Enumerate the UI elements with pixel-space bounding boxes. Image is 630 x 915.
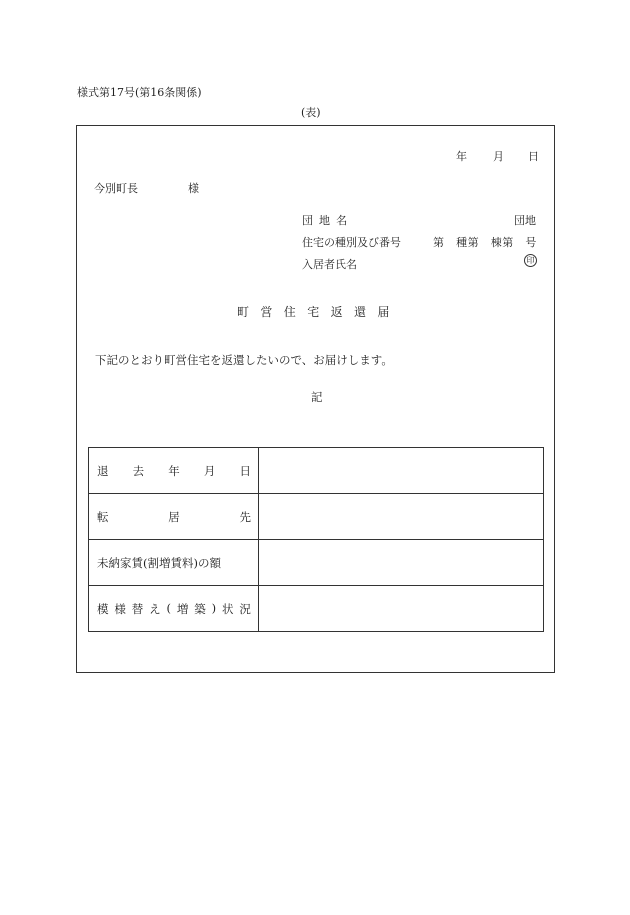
label-char: ) xyxy=(211,600,217,615)
table-row xyxy=(89,540,544,586)
label-char: 居 xyxy=(168,509,180,524)
label-char: 去 xyxy=(132,463,145,478)
body-text: 下記のとおり町営住宅を返還したいので、お届けします。 xyxy=(95,353,393,367)
label-char: ( xyxy=(166,600,171,615)
label-char: 増 xyxy=(176,601,189,616)
addressee-name: 今別町長 xyxy=(94,182,138,195)
label-char: 況 xyxy=(239,601,251,616)
unpaid-rent-label xyxy=(89,540,259,586)
date-year-label: 年 xyxy=(456,150,467,163)
label-char: 年 xyxy=(168,463,180,478)
resident-name-label: 入居者氏名 xyxy=(302,258,357,271)
move-out-date-label xyxy=(89,448,259,494)
housing-type-format: 第 種第 棟第 号 xyxy=(433,236,537,249)
move-out-date-value xyxy=(259,448,544,494)
unpaid-rent-value xyxy=(259,540,544,586)
ki-heading: 記 xyxy=(311,390,323,404)
table-row xyxy=(89,494,544,540)
danchi-name-label: 団地名 xyxy=(302,214,354,227)
date-month-label: 月 xyxy=(493,150,504,163)
label-char: 退 xyxy=(97,463,109,478)
table-row xyxy=(89,448,544,494)
side-label: (表) xyxy=(301,106,321,119)
new-address-label xyxy=(89,494,259,540)
form-number: 様式第17号(第16条関係) xyxy=(77,86,202,99)
seal-icon: 印 xyxy=(524,254,537,267)
addressee-suffix: 様 xyxy=(188,182,199,195)
label-char: 転 xyxy=(97,509,109,524)
label-char: 月 xyxy=(203,463,216,478)
label-char: 替 xyxy=(131,601,144,616)
table-row xyxy=(89,586,544,632)
label-char: 模 xyxy=(97,601,109,616)
danchi-suffix: 団地 xyxy=(514,214,536,227)
label-char: 状 xyxy=(222,601,234,616)
new-address-value xyxy=(259,494,544,540)
label-char: 日 xyxy=(239,463,251,478)
details-table xyxy=(88,447,544,632)
label-text: 未納家賃(割増賃料)の額 xyxy=(97,555,221,570)
label-char: 様 xyxy=(114,601,126,616)
document-title: 町営住宅返還届 xyxy=(237,305,401,319)
label-char: 築 xyxy=(194,601,206,616)
remodeling-status-label xyxy=(89,586,259,632)
remodeling-status-value xyxy=(259,586,544,632)
date-day-label: 日 xyxy=(528,150,539,163)
label-char: え xyxy=(149,601,161,616)
label-char: 先 xyxy=(239,509,251,524)
housing-type-label: 住宅の種別及び番号 xyxy=(302,236,401,249)
